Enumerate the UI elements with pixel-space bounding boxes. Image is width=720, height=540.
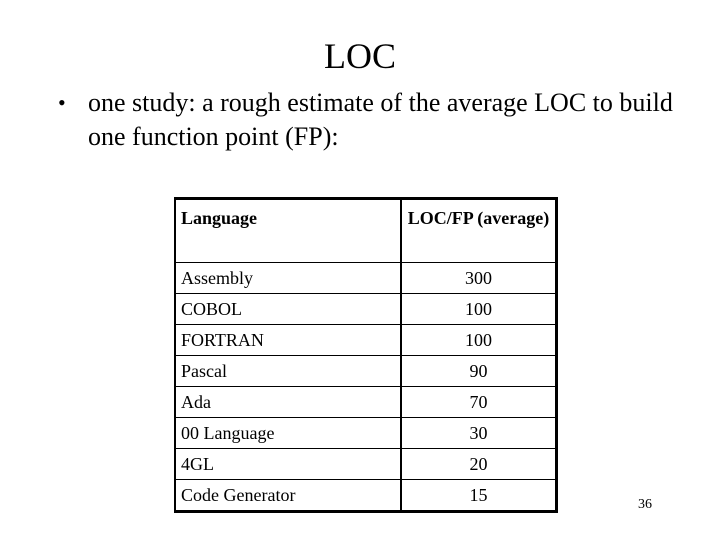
table-row (175, 480, 557, 512)
table-row (175, 449, 557, 480)
bullet-text: one study: a rough estimate of the average LOC to build one function point (FP): (88, 88, 673, 151)
table-row (175, 356, 557, 387)
cell-language: Ada (175, 387, 401, 418)
table-row (175, 418, 557, 449)
loc-fp-table (174, 197, 558, 513)
cell-language: Assembly (175, 263, 401, 294)
cell-loc-fp: 30 (401, 418, 557, 449)
slide-title: LOC (324, 36, 396, 76)
cell-language: FORTRAN (175, 325, 401, 356)
cell-loc-fp: 100 (401, 325, 557, 356)
table-header-row (175, 199, 557, 263)
cell-loc-fp: 100 (401, 294, 557, 325)
cell-loc-fp: 15 (401, 480, 557, 512)
bullet-item (58, 86, 678, 154)
header-language: Language (175, 199, 401, 263)
cell-language: Pascal (175, 356, 401, 387)
cell-loc-fp: 20 (401, 449, 557, 480)
cell-language: 00 Language (175, 418, 401, 449)
bullet-dot-icon: • (58, 90, 66, 115)
table-row (175, 325, 557, 356)
table-row (175, 263, 557, 294)
table-row (175, 387, 557, 418)
cell-loc-fp: 70 (401, 387, 557, 418)
cell-loc-fp: 90 (401, 356, 557, 387)
cell-language: 4GL (175, 449, 401, 480)
header-loc-fp: LOC/FP (average) (401, 199, 557, 263)
cell-loc-fp: 300 (401, 263, 557, 294)
page-number: 36 (638, 497, 652, 512)
cell-language: Code Generator (175, 480, 401, 512)
cell-language: COBOL (175, 294, 401, 325)
table-row (175, 294, 557, 325)
